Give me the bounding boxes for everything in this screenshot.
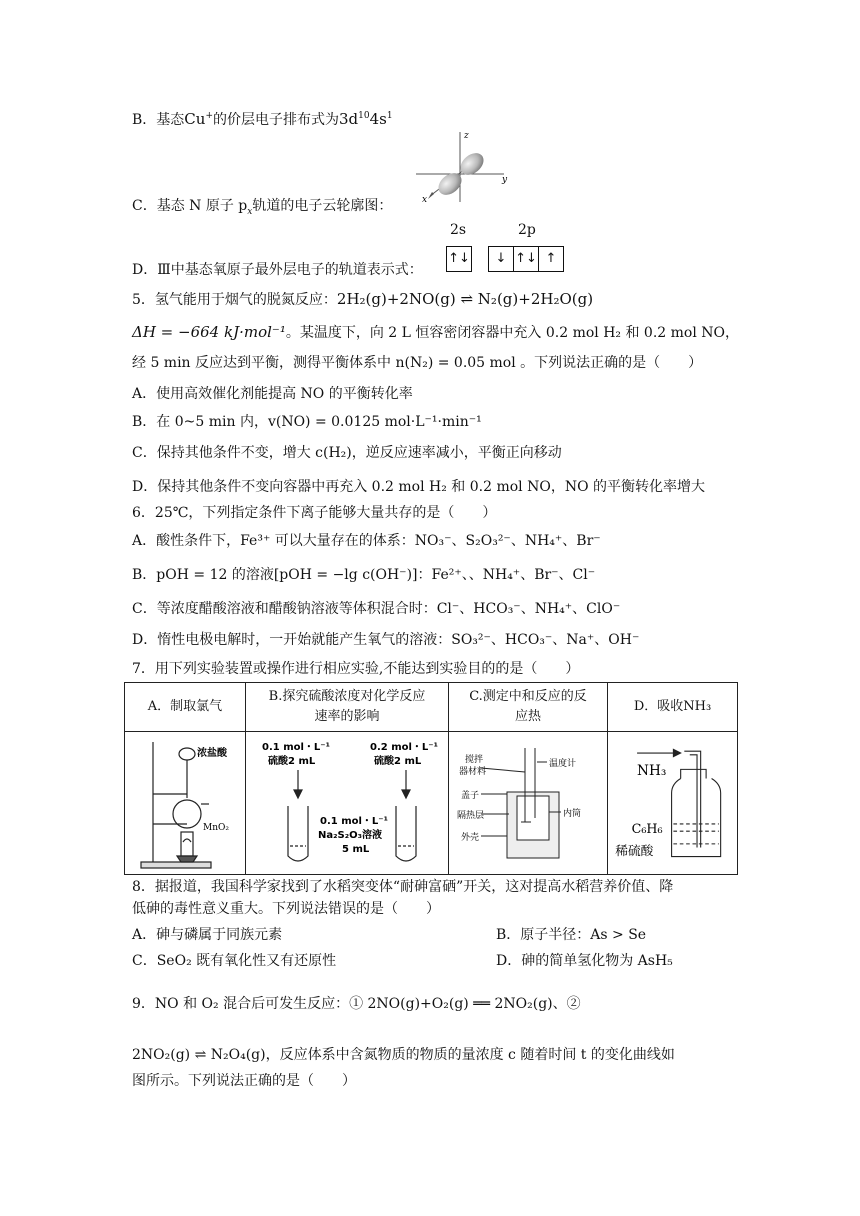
orbital-box-2s: ↑↓ <box>446 246 472 272</box>
q7-stem: 7．用下列实验装置或操作进行相应实验,不能达到实验目的的是（ ） <box>132 661 580 677</box>
header-a: A．制取氯气 <box>125 683 246 732</box>
label-mid-vol: 5 mL <box>342 844 370 855</box>
q8-option-c: C．SeO₂ 既有氧化性又有还原性 <box>132 953 337 969</box>
label-left-conc: 0.1 mol・L⁻¹ <box>262 742 330 753</box>
x-axis-label: x <box>422 195 428 205</box>
label-inner-cup: 内筒 <box>563 809 582 819</box>
apparatus-d <box>608 732 738 875</box>
orbital-box-2p-3: ↑ <box>538 246 564 272</box>
q5-line3: 经 5 min 反应达到平衡，测得平衡体系中 n(N₂) = 0.05 mol 。下列说法正确的是（ ） <box>132 355 703 371</box>
q6-option-d: D．惰性电极电解时，一开始就能产生氧气的溶液：SO₃²⁻、HCO₃⁻、Na⁺、OH⁻ <box>132 632 640 648</box>
q8-option-b: B．原子半径：As > Se <box>496 927 647 943</box>
z-axis-label: z <box>464 131 469 141</box>
q6-option-c: C．等浓度醋酸溶液和醋酸钠溶液等体积混合时：Cl⁻、HCO₃⁻、NH₄⁺、ClO⁻ <box>132 601 621 617</box>
label-insulation: 隔热层 <box>457 811 485 821</box>
label-right-vol: 硫酸2 mL <box>374 756 422 767</box>
label-thermometer: 温度计 <box>549 759 577 769</box>
label-mid-conc: 0.1 mol・L⁻¹ <box>320 816 388 827</box>
q4-option-b: B．基态Cu+的价层电子排布式为$3d^{10}4s^1$ <box>132 110 393 128</box>
apparatus-b <box>246 732 449 875</box>
q9-stem-line3: 图所示。下列说法正确的是（ ） <box>132 1073 356 1089</box>
q7-experiment-table <box>124 682 738 875</box>
q6-option-a: A．酸性条件下，Fe³⁺ 可以大量存在的体系：NO₃⁻、S₂O₃²⁻、NH₄⁺、Br⁻ <box>132 533 601 549</box>
header-d: D．吸收NH₃ <box>608 683 738 732</box>
label-mid-sol: Na₂S₂O₃溶液 <box>318 830 382 841</box>
q4-option-c: C．基态 N 原子 $p_x$轨道的电子云轮廓图： <box>132 198 393 217</box>
q6-option-b: B．pOH = 12 的溶液[pOH = −lg c(OH⁻)]：Fe²⁺、、NH₄⁺、Br⁻、Cl⁻ <box>132 567 596 583</box>
label-stirrer: 搅拌 <box>465 755 484 765</box>
label-benzene: C₆H₆ <box>631 820 663 836</box>
label-left-vol: 硫酸2 mL <box>268 756 316 767</box>
q5-option-d: D．保持其他条件不变向容器中再充入 0.2 mol H₂ 和 0.2 mol NO，NO 的平衡转化率增大 <box>132 479 705 495</box>
q9-stem-line1: 9．NO 和 O₂ 混合后可发生反应：① 2NO(g)+O₂(g) ══ 2NO₂(g)、② <box>132 996 581 1012</box>
label-2p: 2p <box>518 222 536 238</box>
q8-option-d: D．砷的简单氢化物为 AsH₅ <box>496 953 673 969</box>
label-stirrer-material: 器材料 <box>459 767 487 777</box>
label-shell: 外壳 <box>461 833 480 843</box>
q5-option-c: C．保持其他条件不变，增大 c(H₂)，逆反应速率减小，平衡正向移动 <box>132 445 562 461</box>
apparatus-c <box>449 732 608 875</box>
label-conc-hcl: 浓盐酸 <box>197 748 227 759</box>
orbital-box-2p-2: ↑↓ <box>513 246 539 272</box>
label-right-conc: 0.2 mol・L⁻¹ <box>370 742 438 753</box>
px-orbital-figure <box>410 128 510 206</box>
label-lid: 盖子 <box>461 791 480 801</box>
header-c: C.测定中和反应的反 应热 <box>449 683 608 732</box>
q4-option-d: D．Ⅲ中基态氧原子最外层电子的轨道表示式： <box>132 262 423 278</box>
q8-stem-line1: 8．据报道，我国科学家找到了水稻突变体“耐砷富硒”开关，这对提高水稻营养价值、降 <box>132 879 674 895</box>
y-axis-label: y <box>502 175 508 185</box>
q6-stem: 6．25℃，下列指定条件下离子能够大量共存的是（ ） <box>132 505 497 521</box>
orbital-box-2p-1: ↓ <box>488 246 514 272</box>
q5-stem: 5．氢气能用于烟气的脱氮反应：2H₂(g)+2NO(g) ⇌ N₂(g)+2H₂O(g) <box>132 290 594 308</box>
label-dilute-h2so4: 稀硫酸 <box>615 842 654 858</box>
header-b: B.探究硫酸浓度对化学反应 速率的影响 <box>246 683 449 732</box>
label-2s: 2s <box>450 222 467 238</box>
q5-option-b: B．在 0~5 min 内，v(NO) = 0.0125 mol·L⁻¹·min⁻¹ <box>132 414 482 430</box>
q5-line2: ΔH = −664 kJ·mol⁻¹。某温度下，向 2 L 恒容密闭容器中充入 0.2 mol H₂ 和 0.2 mol NO， <box>132 323 739 341</box>
label-mno2: MnO₂ <box>203 823 229 833</box>
q9-stem-line2: 2NO₂(g) ⇌ N₂O₄(g)，反应体系中含氮物质的物质的量浓度 c 随着时间 t 的变化曲线如 <box>132 1047 675 1063</box>
q5-option-a: A．使用高效催化剂能提高 NO 的平衡转化率 <box>132 386 413 402</box>
apparatus-a <box>125 732 246 875</box>
q8-option-a: A．砷与磷属于同族元素 <box>132 927 283 943</box>
label-nh3: NH₃ <box>637 762 667 779</box>
q8-stem-line2: 低砷的毒性意义重大。下列说法错误的是（ ） <box>132 901 440 917</box>
